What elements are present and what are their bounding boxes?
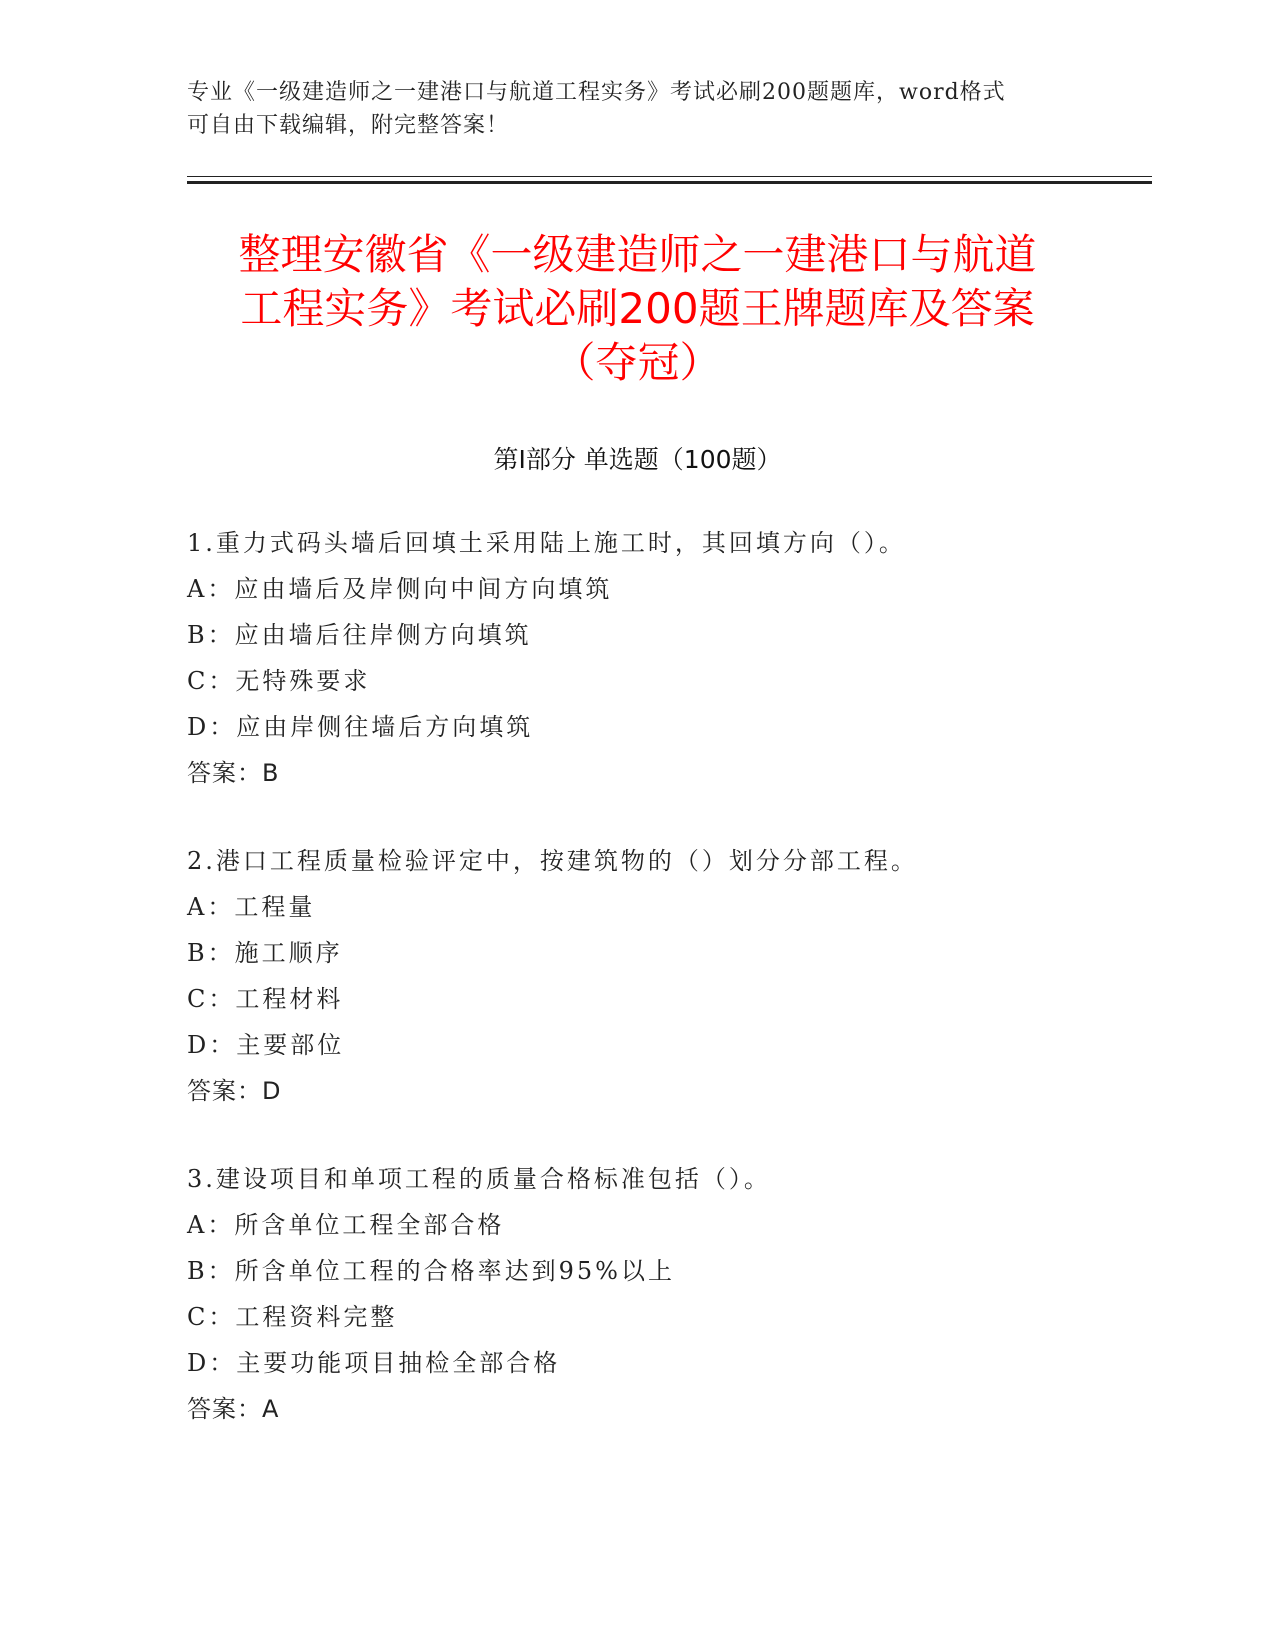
question-3	[187, 1156, 1147, 1432]
header-divider-thick	[187, 181, 1152, 184]
question-stem: 1.重力式码头墙后回填土采用陆上施工时，其回填方向（）。	[187, 529, 906, 557]
answer: 答案：D	[187, 1077, 282, 1105]
title-line-3: （夺冠）	[553, 338, 722, 387]
document-title	[160, 228, 1115, 390]
option-d: D：主要功能项目抽检全部合格	[187, 1349, 561, 1377]
option-c: C：工程材料	[187, 985, 344, 1013]
title-line-1: 整理安徽省《一级建造师之一建港口与航道	[238, 230, 1037, 279]
option-a: A：工程量	[187, 893, 316, 921]
header-note-line-2: 可自由下载编辑，附完整答案！	[187, 113, 510, 138]
question-stem: 2.港口工程质量检验评定中，按建筑物的（）划分分部工程。	[187, 847, 918, 875]
option-b: B：应由墙后往岸侧方向填筑	[187, 621, 532, 649]
option-b: B：施工顺序	[187, 939, 343, 967]
option-a: A：所含单位工程全部合格	[187, 1211, 505, 1239]
header-note-line-1: 专业《一级建造师之一建港口与航道工程实务》考试必刷200题题库，word格式	[187, 80, 1006, 105]
answer: 答案：B	[187, 759, 280, 787]
header-note	[187, 76, 1067, 142]
question-stem: 3.建设项目和单项工程的质量合格标准包括（）。	[187, 1165, 771, 1193]
title-line-2: 工程实务》考试必刷200题王牌题库及答案	[240, 284, 1035, 333]
option-b: B：所含单位工程的合格率达到95%以上	[187, 1257, 675, 1285]
option-d: D：应由岸侧往墙后方向填筑	[187, 713, 534, 741]
header-divider-thin	[187, 176, 1152, 177]
question-2	[187, 838, 1147, 1114]
option-a: A：应由墙后及岸侧向中间方向填筑	[187, 575, 613, 603]
question-1	[187, 520, 1147, 796]
option-c: C：无特殊要求	[187, 667, 371, 695]
option-d: D：主要部位	[187, 1031, 345, 1059]
answer: 答案：A	[187, 1395, 280, 1423]
section-title: 第Ⅰ部分 单选题（100题）	[493, 445, 782, 474]
option-c: C：工程资料完整	[187, 1303, 398, 1331]
